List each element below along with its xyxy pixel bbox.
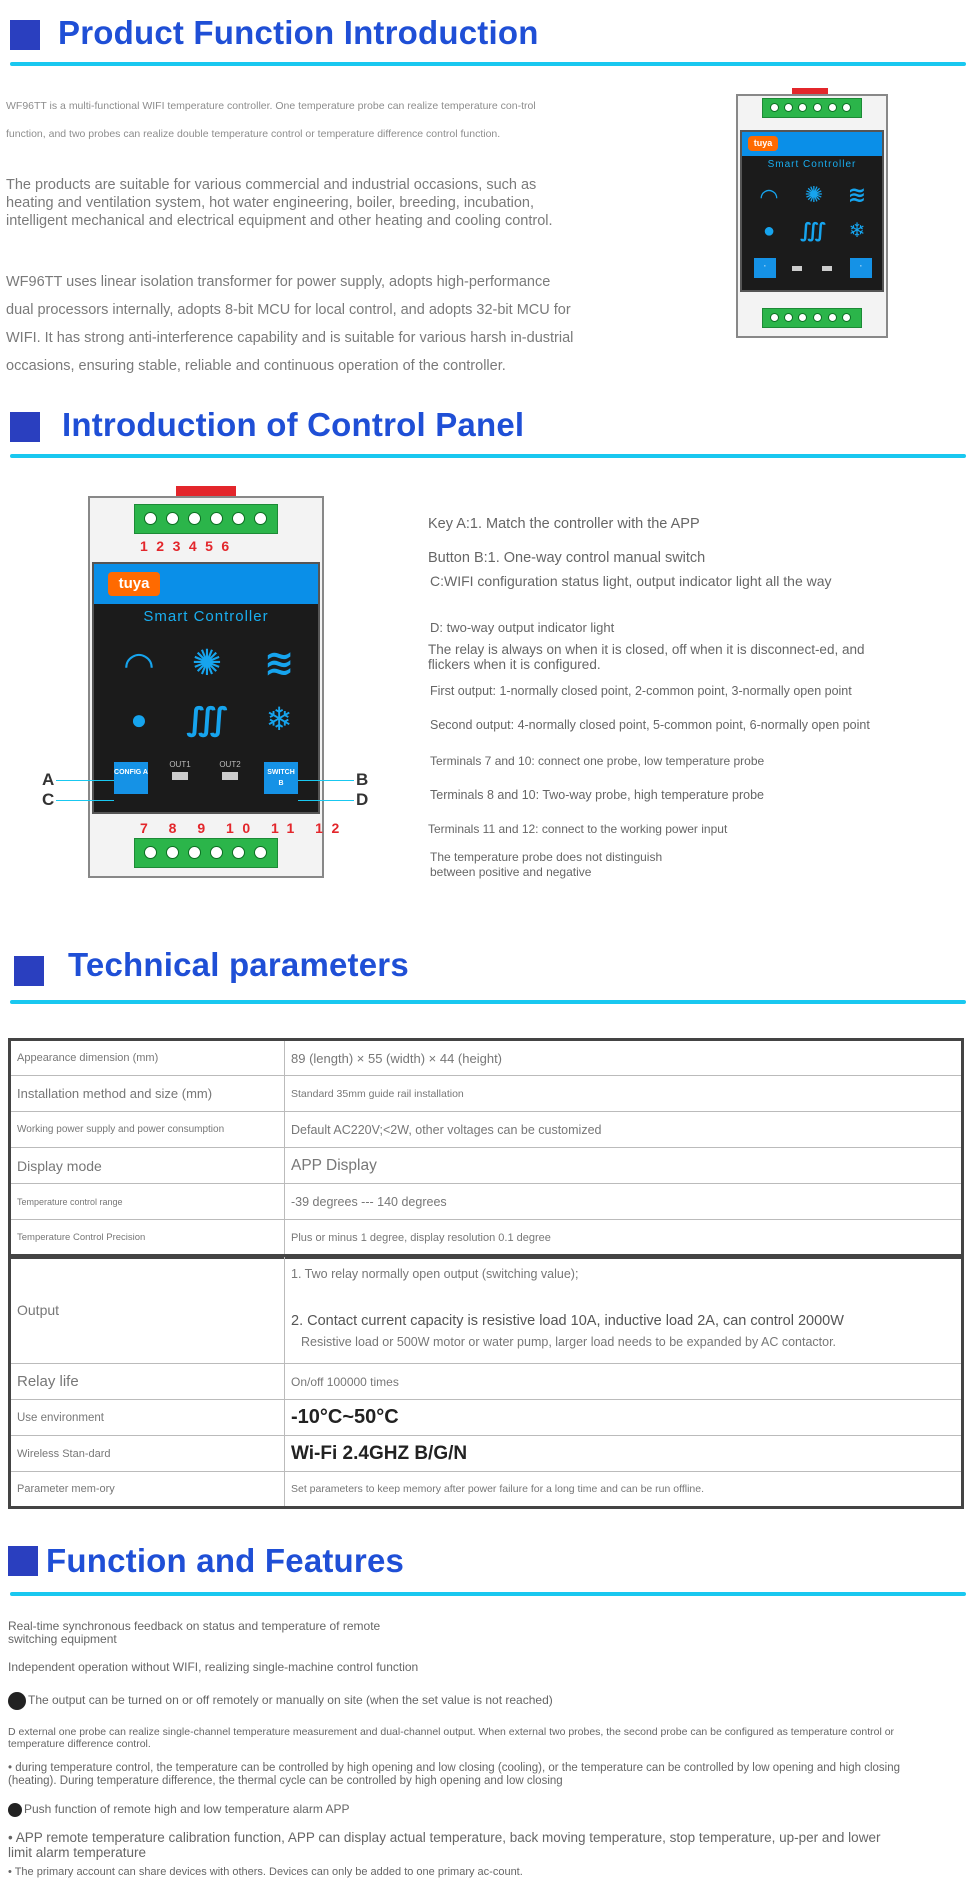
param-key: Temperature Control Precision xyxy=(10,1220,285,1258)
terminal-numbers-top: 123456 xyxy=(140,538,238,554)
section-title: Introduction of Control Panel xyxy=(62,406,525,443)
param-key: Display mode xyxy=(10,1148,285,1184)
feature-item: The output can be turned on or off remotely or manually on site (when the set value is not reached) xyxy=(8,1692,553,1710)
out2-label: OUT2 xyxy=(219,760,241,769)
section-title: Technical parameters xyxy=(68,946,409,983)
fan-icon: ✺ xyxy=(804,182,824,207)
switch-b-button[interactable]: SWITCH B xyxy=(264,762,298,794)
terminal-numbers-bottom: 7 8 9 10 11 12 xyxy=(140,820,348,836)
bullet-icon xyxy=(8,1803,22,1817)
tuya-logo: tuya xyxy=(108,572,160,596)
param-value: -10°C~50°C xyxy=(285,1400,963,1436)
water-drop-icon: ● xyxy=(762,220,776,242)
param-value: -39 degrees --- 140 degrees xyxy=(285,1184,963,1220)
output-line-3: Resistive load or 500W motor or water pump, larger load needs to be expanded by AC contactor. xyxy=(301,1335,837,1349)
tuya-logo: tuya xyxy=(748,136,778,151)
feature-item: Real-time synchronous feedback on status and temperature of remote switching equipment xyxy=(8,1619,381,1646)
param-key: Installation method and size (mm) xyxy=(10,1076,285,1112)
param-key: Parameter mem-ory xyxy=(10,1472,285,1508)
param-value: On/off 100000 times xyxy=(285,1364,963,1400)
section-title: Product Function Introduction xyxy=(58,14,539,51)
heat-icon: ∭ xyxy=(800,220,826,242)
param-value: Plus or minus 1 degree, display resolution 0.1 degree xyxy=(285,1220,963,1258)
section-title: Function and Features xyxy=(46,1542,405,1579)
panel-key-item: Key A:1. Match the controller with the APP xyxy=(428,516,700,532)
param-key: Appearance dimension (mm) xyxy=(10,1040,285,1076)
water-wave-icon: ≋ xyxy=(263,642,295,683)
panel-key-item: Second output: 4-normally closed point, 5-common point, 6-normally open point xyxy=(430,718,870,732)
switch-b-button[interactable]: ▪ xyxy=(850,258,872,278)
wifi-icon: ◠ xyxy=(760,184,778,209)
config-a-button[interactable]: CONFIG A xyxy=(114,762,148,794)
panel-key-item: The temperature probe does not distinguish between positive and negative xyxy=(430,850,663,879)
feature-item: Independent operation without WIFI, realizing single-machine control function xyxy=(8,1660,419,1674)
intro-paragraph-1: WF96TT is a multi-functional WIFI temperature controller. One temperature probe can realize temperature con-trol function, and two probes can realize double temperature control or temperature difference control function. xyxy=(6,100,536,140)
intro-paragraph-2: The products are suitable for various commercial and industrial occasions, such as heating and ventilation system, hot water engineering, boiler, breeding, incubation, intelligent mechanical and electrical equipment and other heating and cooling control. xyxy=(6,177,553,229)
callout-d: D xyxy=(356,790,369,809)
param-key: Temperature control range xyxy=(10,1184,285,1220)
panel-key-item: Terminals 7 and 10: connect one probe, low temperature probe xyxy=(430,754,765,768)
snowflake-icon: ❄ xyxy=(265,701,293,737)
param-value: APP Display xyxy=(285,1148,963,1184)
param-value: Wi-Fi 2.4GHZ B/G/N xyxy=(285,1436,963,1472)
feature-item: D external one probe can realize single-channel temperature measurement and dual-channel output. When external two probes, the second probe can be configured as temperature control or temperature difference control. xyxy=(8,1726,895,1750)
heat-icon: ∭ xyxy=(186,701,228,737)
panel-key-item: C:WIFI configuration status light, output indicator light all the way xyxy=(430,573,832,589)
param-key: Working power supply and power consumption xyxy=(10,1112,285,1148)
callout-b: B xyxy=(356,770,369,789)
param-key: Use environment xyxy=(10,1400,285,1436)
features-list xyxy=(8,0,958,1889)
panel-key-item: Terminals 11 and 12: connect to the working power input xyxy=(428,822,728,836)
intro-paragraph-3: WF96TT uses linear isolation transformer for power supply, adopts high-performance dual processors internally, adopts 8-bit MCU for local control, and adopts 32-bit MCU for WIFI. It has strong anti-interference capability and is suitable for various harsh in-dustrial occasions, ensuring stable, reliable and continuous operation of the controller. xyxy=(6,274,574,374)
panel-key-item: Button B:1. One-way control manual switch xyxy=(428,550,706,566)
feature-item: • The primary account can share devices with others. Devices can only be added to one primary ac-count. xyxy=(8,1866,523,1878)
wifi-icon: ◠ xyxy=(125,644,153,685)
output-line-1: 1. Two relay normally open output (switching value); xyxy=(291,1267,579,1281)
water-wave-icon: ≋ xyxy=(847,182,867,207)
panel-key-item: First output: 1-normally closed point, 2-common point, 3-normally open point xyxy=(430,684,852,698)
bullet-icon xyxy=(8,1692,26,1710)
param-key: Relay life xyxy=(10,1364,285,1400)
param-value: Set parameters to keep memory after power failure for a long time and can be run offline. xyxy=(285,1472,963,1508)
feature-item: • during temperature control, the temperature can be controlled by high opening and low closing (cooling), or the temperature can be controlled by low opening and high closing (heating). During temperature difference, the thermal cycle can be controlled by high opening and low closing xyxy=(8,1762,900,1787)
fan-icon: ✺ xyxy=(191,642,223,683)
feature-item: Push function of remote high and low temperature alarm APP xyxy=(8,1802,350,1817)
water-drop-icon: ● xyxy=(130,704,148,735)
panel-key-item: The relay is always on when it is closed, off when it is disconnect-ed, and flickers when it is configured. xyxy=(428,642,865,672)
panel-key-item: D: two-way output indicator light xyxy=(430,620,615,635)
param-key: Output xyxy=(10,1256,285,1364)
callout-c: C xyxy=(42,790,55,809)
out1-label: OUT1 xyxy=(169,760,191,769)
panel-key-item: Terminals 8 and 10: Two-way probe, high temperature probe xyxy=(430,788,764,802)
device-title: Smart Controller xyxy=(143,608,269,625)
config-a-button[interactable]: ▪ xyxy=(754,258,776,278)
param-value: 89 (length) × 55 (width) × 44 (height) xyxy=(285,1040,963,1076)
device-title: Smart Controller xyxy=(767,159,857,170)
param-value: Standard 35mm guide rail installation xyxy=(285,1076,963,1112)
snowflake-icon: ❄ xyxy=(848,220,866,242)
feature-item: • APP remote temperature calibration function, APP can display actual temperature, back moving temperature, stop temperature, up-per and lower limit alarm temperature xyxy=(8,1830,881,1860)
output-line-2: 2. Contact current capacity is resistive load 10A, inductive load 2A, can control 2000W xyxy=(291,1313,844,1329)
param-key: Wireless Stan-dard xyxy=(10,1436,285,1472)
callout-a: A xyxy=(42,770,55,789)
param-value: Default AC220V;<2W, other voltages can be customized xyxy=(285,1112,963,1148)
